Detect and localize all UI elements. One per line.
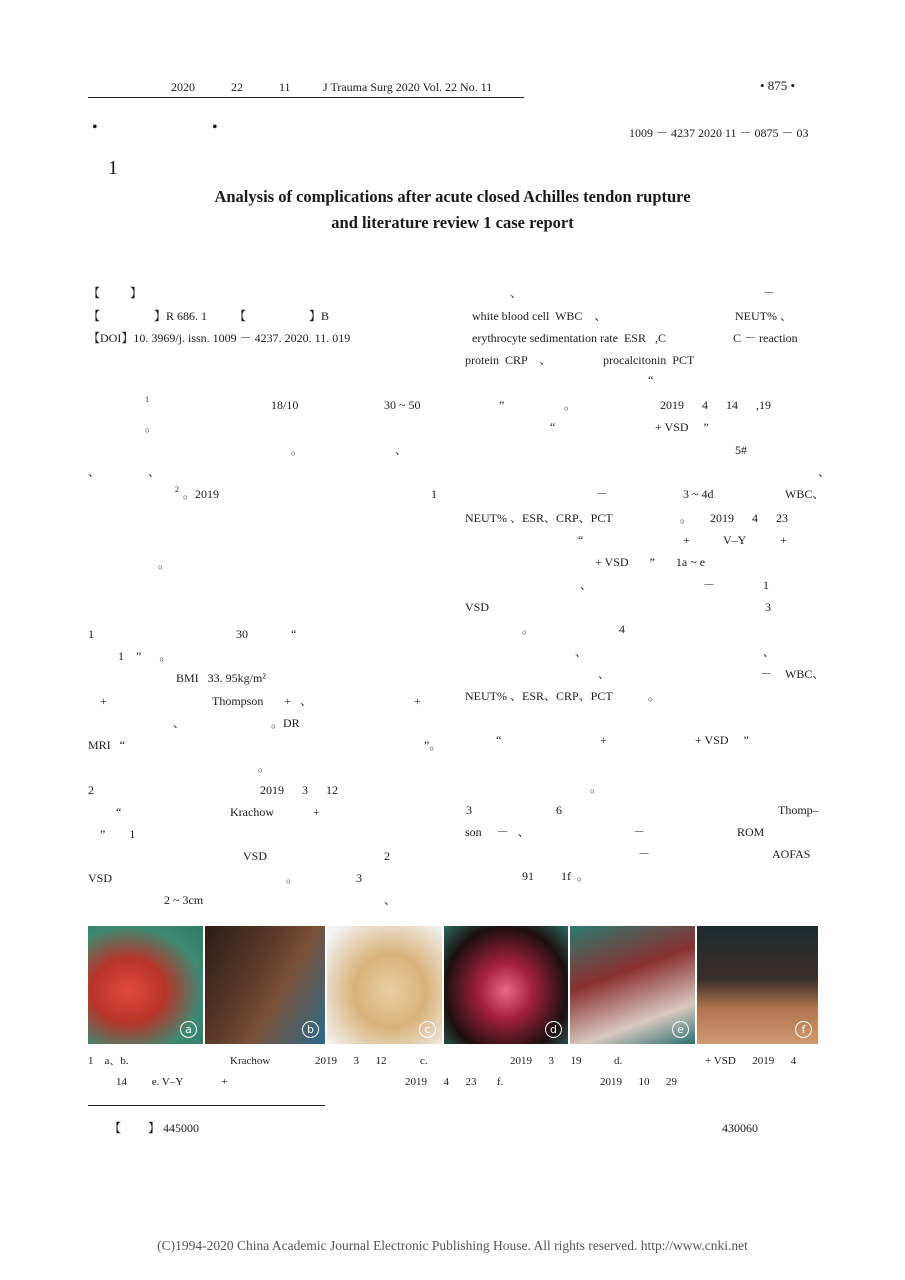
article-id: 1009 － 4237 2020 11 － 0875 － 03 [629,126,809,140]
right-column-text-13: + VSD ” [655,420,709,434]
right-column-text-41: “ [496,733,502,747]
panel-label-f: f [795,1021,812,1038]
header-year: 2020 [171,80,195,94]
right-column-text-11: 2019 4 14 ,19 [660,398,771,412]
panel-label-e: e [672,1021,689,1038]
english-title-line-1: Analysis of complications after acute closed Achilles tendon rupture [214,187,691,206]
header-rule [88,97,524,98]
right-column-text-5: C － reaction [733,331,798,345]
left-column-text-29: 2019 3 12 [260,783,338,797]
caption-segment: 2019 3 19 [510,1055,582,1067]
left-column-text-26: ”。 [424,738,442,752]
figure-panel-d [444,926,568,1044]
left-column-text-36: 。 [286,871,299,885]
left-column-text-12: 。2019 [183,487,220,501]
right-column-text-38: WBC、 [785,667,825,681]
right-column-text-48: son － 、 [465,825,530,839]
caption-segment: d. [614,1055,623,1067]
right-column-text-35: 、 [763,645,776,659]
panel-label-a: a [180,1021,197,1038]
panel-label-d: d [545,1021,562,1038]
section-bullet-right: • [212,119,218,136]
right-column-text-40: 。 [648,689,661,703]
right-column-text-33: 4 [619,622,625,636]
left-column-text-7: 。 [291,443,304,457]
right-column-text-22: “ [578,533,584,547]
caption-segment: 2019 10 29 [600,1076,677,1088]
right-column-text-37: － [760,667,773,681]
right-column-text-0: 、 [510,286,523,300]
right-column-text-47: Thomp– [778,803,819,817]
left-column-text-6: 。 [145,420,158,434]
left-column-text-37: 3 [356,871,362,885]
right-column-text-26: + VSD ” 1a ~ e [595,555,706,569]
caption-segment: Krachow [230,1055,271,1067]
right-column-text-16: － [596,487,609,501]
caption-segment: 2019 3 12 [315,1055,387,1067]
left-column-text-23: 、 [173,716,186,730]
right-column-text-53: 91 1f 。 [522,869,589,883]
right-column-text-30: VSD [465,600,490,614]
right-column-text-24: V–Y [723,533,747,547]
right-column-text-20: 。 [680,511,693,525]
left-column-text-22: + [414,694,421,708]
left-column-text-16: 30 [236,627,248,641]
left-column-text-3: 1 [145,395,149,404]
right-column-text-18: WBC、 [785,487,825,501]
right-column-text-19: NEUT% 、ESR、CRP、PCT [465,511,613,525]
right-column-text-28: － [703,578,716,592]
footnote-left: 【 】 445000 [109,1121,200,1135]
left-column-text-27: 。 [258,760,271,774]
left-column-text-19: BMI 33. 95kg/m² [176,671,266,685]
right-column-text-23: + [683,533,690,547]
caption-segment: + VSD 2019 4 [705,1055,797,1067]
right-column-text-8: “ [648,373,654,387]
left-column-text-30: “ [116,805,122,819]
right-column-text-43: + VSD ” [695,733,749,747]
right-column-text-34: 、 [575,645,588,659]
caption-segment: f. [497,1076,504,1088]
caption-segment: 2019 4 23 [405,1076,477,1088]
right-column-text-32: 。 [522,622,535,636]
figure-panel-c [327,926,442,1044]
left-column-text-35: VSD [88,871,113,885]
left-column-text-10: 、 [148,465,161,479]
left-column-text-13: 1 [431,487,437,501]
left-column-text-5: 30 ~ 50 [384,398,421,412]
right-column-text-12: “ [550,420,556,434]
right-column-text-29: 1 [763,578,769,592]
footnote-right: 430060 [722,1121,758,1135]
right-column-text-6: protein CRP 、 [465,353,552,367]
left-column-text-18: 1 ” 。 [118,649,172,663]
figure-panel-f [697,926,818,1044]
running-header [0,0,905,110]
left-column-text-39: 、 [384,893,397,907]
right-column-text-17: 3 ~ 4d [683,487,714,501]
chinese-title-fragment: 1 [108,157,118,179]
right-column-text-25: + [780,533,787,547]
figure-panel-a [88,926,203,1044]
left-column-text-38: 2 ~ 3cm [164,893,204,907]
left-column-text-11: 2 [175,485,179,494]
right-column-text-31: 3 [765,600,771,614]
right-column-text-2: white blood cell WBC 、 [472,309,607,323]
right-column-text-39: NEUT% 、ESR、CRP、PCT [465,689,613,703]
panel-label-b: b [302,1021,319,1038]
figure-panel-e [570,926,695,1044]
left-column-text-25: MRI “ [88,738,125,752]
left-column-text-14: 。 [158,557,171,571]
right-column-text-10: 。 [564,398,577,412]
section-bullet-left: • [92,119,98,136]
caption-segment: c. [420,1055,428,1067]
right-column-text-42: + [600,733,607,747]
right-column-text-15: 、 [818,465,831,479]
left-column-text-17: “ [291,627,297,641]
left-column-text-32: ” 1 [100,827,136,841]
right-column-text-21: 2019 4 23 [710,511,788,525]
header-page-number: • 875 • [760,78,796,93]
right-column-text-49: － [633,825,646,839]
left-column-text-21: Thompson + 、 [212,694,313,708]
left-column-text-28: 2 [88,783,94,797]
panel-label-c: c [419,1021,436,1038]
right-column-text-36: 、 [598,667,611,681]
left-column-text-9: 、 [88,465,101,479]
caption-segment: 14 e. V–Y + [116,1076,228,1088]
right-column-text-50: ROM [737,825,765,839]
left-column-text-34: 2 [384,849,390,863]
left-column-text-24: 。DR [271,716,300,730]
right-column-text-9: ” [499,398,505,412]
right-column-text-7: procalcitonin PCT [603,353,695,367]
left-column-text-1: 【 】R 686. 1 【 】B [88,309,330,323]
right-column-text-51: － [638,847,651,861]
header-volume: 22 [231,80,243,94]
right-column-text-27: 、 [580,578,593,592]
caption-segment: 1 a、b. [88,1055,129,1067]
right-column-text-3: NEUT% 、 [735,309,792,323]
right-column-text-46: 6 [556,803,562,817]
left-column-text-8: 、 [395,443,408,457]
left-column-text-33: VSD [243,849,268,863]
right-column-text-44: 。 [590,781,603,795]
right-column-text-4: erythrocyte sedimentation rate ESR ,C [472,331,666,345]
english-title-line-2: and literature review 1 case report [331,213,574,232]
right-column-text-45: 3 [466,803,472,817]
left-column-text-20: + [100,694,107,708]
left-column-text-4: 18/10 [271,398,299,412]
cnki-copyright-footer: (C)1994-2020 China Academic Journal Electronic Publishing House. All rights reserved. http://www.cnki.net [157,1238,748,1253]
right-column-text-52: AOFAS [772,847,811,861]
right-column-text-14: 5# [735,443,747,457]
left-column-text-0: 【 】 [88,286,143,300]
header-journal: J Trauma Surg 2020 Vol. 22 No. 11 [323,80,493,94]
left-column-text-15: 1 [88,627,94,641]
figure-panel-b [205,926,325,1044]
left-column-text-2: 【DOI】10. 3969/j. issn. 1009 － 4237. 2020. 11. 019 [88,331,351,345]
left-column-text-31: Krachow + [230,805,320,819]
right-column-text-1: － [763,286,776,300]
footnote-rule [88,1105,325,1106]
header-number: 11 [279,80,291,94]
